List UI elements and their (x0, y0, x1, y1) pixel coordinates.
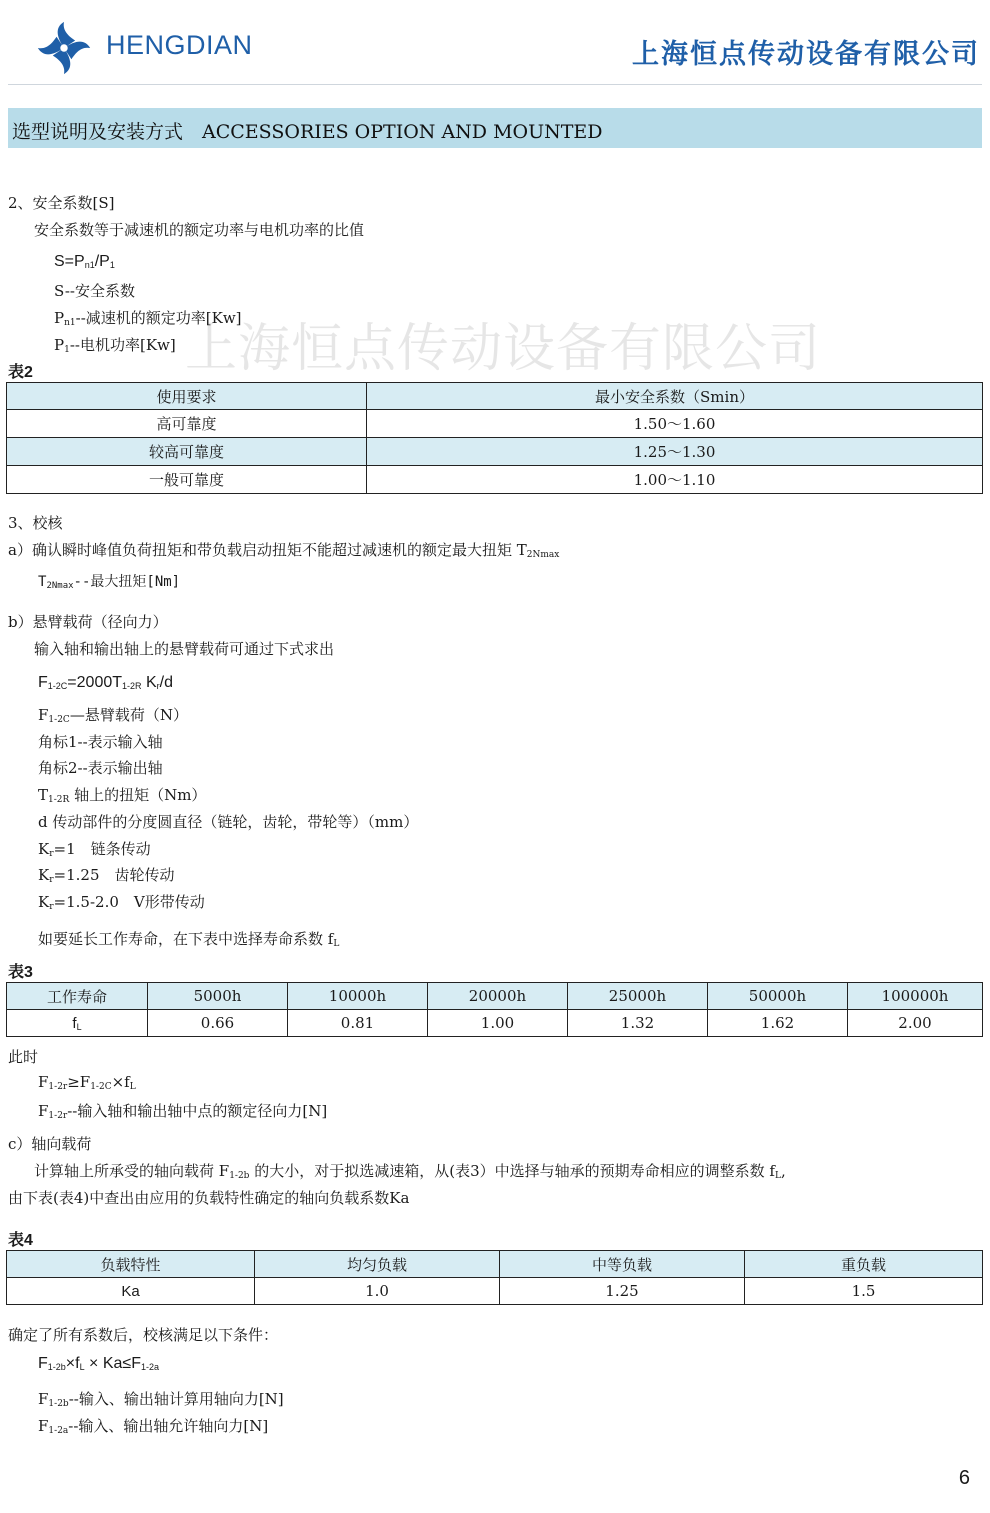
table3-header-cell: 工作寿命 (7, 983, 148, 1010)
kr-vbelt: $K_r=1.5-2.0$ V形带传动 (38, 893, 205, 912)
radial-condition: $F_{1-2r}\ge F_{1-2C}\times f_L$ (38, 1073, 136, 1092)
f12c-definition: $F_{1-2C}—$悬臂载荷（N） (38, 706, 188, 725)
table2-cell: 一般可靠度 (7, 466, 367, 494)
d-definition: d 传动部件的分度圆直径（链轮，齿轮，带轮等）（mm） (38, 813, 419, 831)
check-b-heading: b）悬臂载荷（径向力） (8, 613, 168, 631)
table4-cell: 1.5 (745, 1278, 983, 1305)
banner-title: 选型说明及安装方式 ACCESSORIES OPTION AND MOUNTED (12, 121, 603, 143)
table2-cell: 1.50～1.60 (367, 410, 983, 438)
table-row (7, 1010, 983, 1037)
table4-cell: 1.25 (500, 1278, 745, 1305)
safety-formula: $S=P_{n1}/P_1$ (54, 253, 115, 270)
table3-hours-cell: 25000h (568, 983, 708, 1010)
table3-hours-cell: 100000h (848, 983, 983, 1010)
s-definition: S--安全系数 (54, 282, 135, 300)
check-a-text: a）确认瞬时峰值负荷扭矩和带负载启动扭矩不能超过减速机的额定最大扭矩 $T_{2Nmax}$ (8, 541, 560, 560)
kr-chain: $K_r=1$ 链条传动 (38, 840, 151, 859)
then-label: 此时 (8, 1048, 39, 1066)
section2-desc: 安全系数等于减速机的额定功率与电机功率的比值 (34, 221, 365, 239)
table-row (7, 383, 983, 410)
header-divider (8, 84, 982, 85)
table-row (7, 410, 983, 438)
t2nmax-definition: $T_{2Nmax}--$最大扭矩[Nm] (38, 574, 181, 591)
table2-header-cell: 最小安全系数（Smin） (367, 383, 983, 410)
table2-cell: 1.00～1.10 (367, 466, 983, 494)
table3-hours-cell: 5000h (148, 983, 288, 1010)
table2-cell: 较高可靠度 (7, 438, 367, 466)
brand-name: HENGDIAN (106, 30, 253, 60)
table-row (7, 983, 983, 1010)
f12r-definition: $F_{1-2r}--$输入轴和输出轴中点的额定径向力[N] (38, 1102, 328, 1121)
table2-cell: 高可靠度 (7, 410, 367, 438)
table3 (6, 982, 983, 1037)
table3-hours-cell: 20000h (428, 983, 568, 1010)
f12a-definition: $F_{1-2a}--$输入、输出轴允许轴向力[N] (38, 1417, 269, 1436)
table3-factor-cell: 2.00 (848, 1010, 983, 1037)
table-row (7, 1278, 983, 1305)
final-intro: 确定了所有系数后，校核满足以下条件： (8, 1326, 279, 1344)
kr-gear: $K_r=1.25$ 齿轮传动 (38, 866, 175, 885)
table2-label: 表2 (8, 364, 33, 381)
table3-factor-cell: 1.32 (568, 1010, 708, 1037)
table-row (7, 1251, 983, 1278)
page-number: 6 (958, 1467, 970, 1489)
table4-cell: Ka (7, 1278, 255, 1305)
company-name: 上海恒点传动设备有限公司 (632, 39, 980, 70)
check-c-desc1: 计算轴上所承受的轴向载荷 $F_{1-2b}$ 的大小，对于拟选减速箱，从(表3）中选择与轴承的预期寿命相应的调整系数 $f_L$, (34, 1162, 786, 1181)
overhung-load-formula: $F_{1-2C}=2000T_{1-2R}$ $K_r/d$ (38, 674, 173, 691)
f12b-definition: $F_{1-2b}--$输入、输出轴计算用轴向力[N] (38, 1390, 284, 1409)
table2 (6, 382, 983, 494)
table3-label: 表3 (8, 964, 33, 981)
table4-header-cell: 中等负载 (500, 1251, 745, 1278)
table4-cell: 1.0 (255, 1278, 500, 1305)
table3-factor-cell: 0.66 (148, 1010, 288, 1037)
t12r-definition: $T_{1-2R}$ 轴上的扭矩（Nm） (38, 786, 207, 805)
table4-label: 表4 (8, 1232, 33, 1249)
life-factor-text: 如要延长工作寿命，在下表中选择寿命系数 $f_L$ (38, 930, 340, 949)
table3-header-cell: $f_L$ (7, 1010, 148, 1037)
pinwheel-logo-icon (36, 20, 92, 76)
table2-cell: 1.25～1.30 (367, 438, 983, 466)
table4 (6, 1250, 983, 1305)
table3-hours-cell: 10000h (288, 983, 428, 1010)
p1-definition: $P_1--$电机功率[Kw] (54, 336, 176, 355)
check-b-desc: 输入轴和输出轴上的悬臂载荷可通过下式求出 (34, 640, 335, 658)
index2-definition: 角标2--表示输出轴 (38, 759, 163, 777)
table-row (7, 438, 983, 466)
pn1-definition: $P_{n1}--$减速机的额定功率[Kw] (54, 309, 242, 328)
check-c-heading: c）轴向载荷 (8, 1135, 92, 1153)
table2-header-cell: 使用要求 (7, 383, 367, 410)
table-row (7, 466, 983, 494)
table4-header-cell: 重负载 (745, 1251, 983, 1278)
table3-factor-cell: 1.62 (708, 1010, 848, 1037)
check-c-desc2: 由下表(表4)中查出由应用的负载特性确定的轴向负载系数Ka (8, 1189, 410, 1207)
table3-factor-cell: 0.81 (288, 1010, 428, 1037)
section2-heading: 2、安全系数[S] (8, 194, 115, 212)
watermark: 上海恒点传动设备有限公司 (185, 320, 822, 378)
axial-condition-formula: $F_{1-2b}\times f_L \times Ka\le F_{1-2a}$ (38, 1355, 159, 1372)
section3-heading: 3、校核 (8, 514, 63, 532)
table3-factor-cell: 1.00 (428, 1010, 568, 1037)
table3-hours-cell: 50000h (708, 983, 848, 1010)
index1-definition: 角标1--表示输入轴 (38, 733, 163, 751)
table4-header-cell: 均匀负载 (255, 1251, 500, 1278)
section-banner (8, 108, 982, 148)
table4-header-cell: 负载特性 (7, 1251, 255, 1278)
